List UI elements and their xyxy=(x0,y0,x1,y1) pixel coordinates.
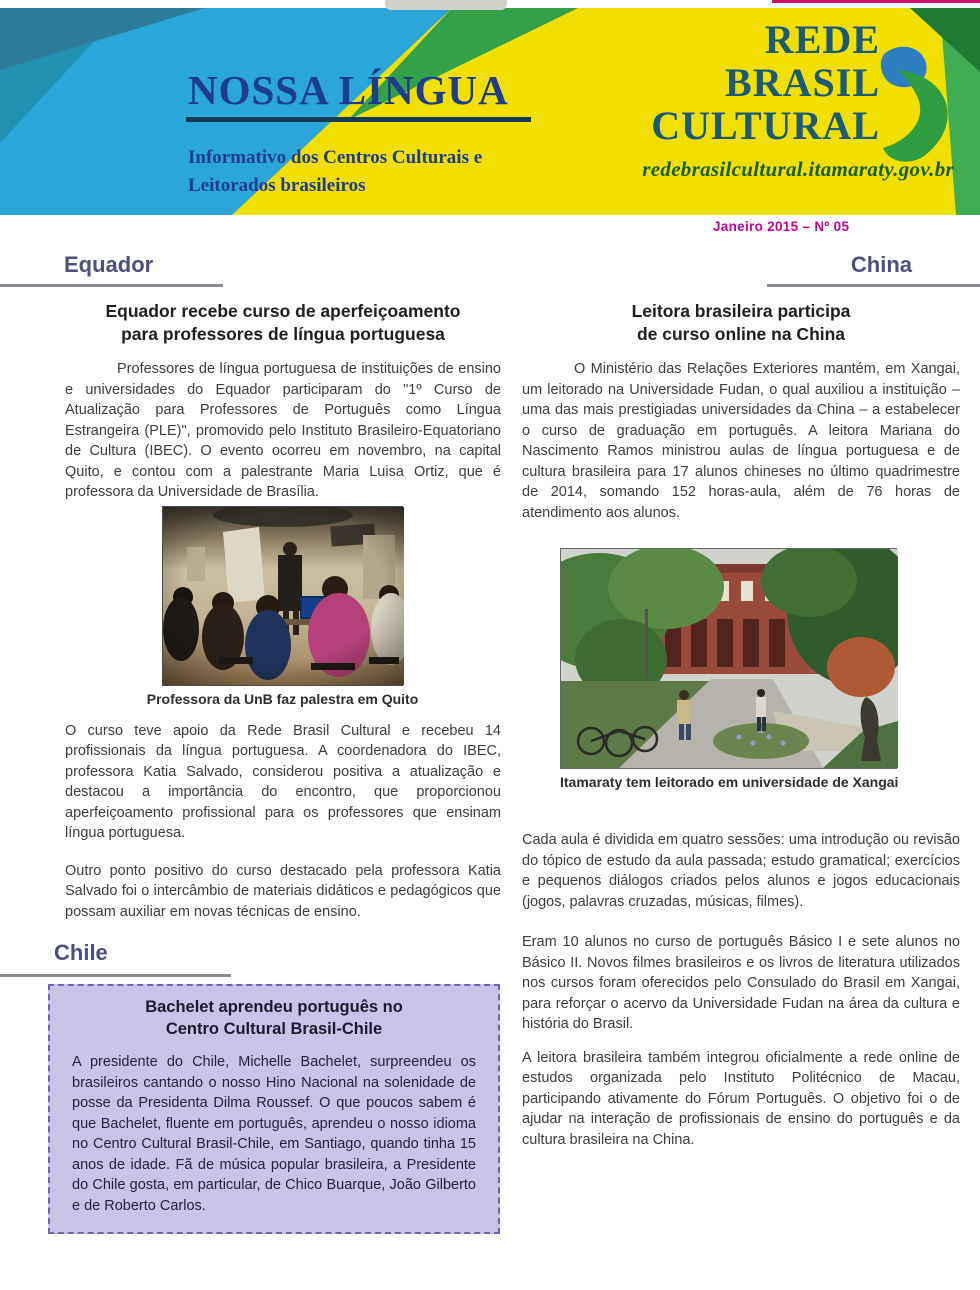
equador-title-line2: para professores de língua portuguesa xyxy=(121,323,445,344)
china-article-title xyxy=(522,300,960,345)
section-heading-equador: Equador xyxy=(64,252,154,277)
china-paragraph-1: O Ministério das Relações Exteriores mantém, em Xangai, um leitorado na Universidade Fudan, o qual auxiliou a instituição – uma das mais prestigiadas universidades da China – a estabelecer o curso de graduação em português. A leitora Mariana do Nascimento Ramos ministrou aulas de língua portuguesa e de cultura brasileira para 17 alunos chineses no último quadrimestre de 2014, somando 152 horas-aula, além de 76 horas de atendimento aos alunos. xyxy=(522,361,960,521)
china-heading-rule xyxy=(767,284,980,287)
subtitle-line-1: Informativo dos Centros Culturais e xyxy=(188,147,483,168)
equador-photo-caption: Professora da UnB faz palestra em Quito xyxy=(146,690,419,707)
equador-article xyxy=(65,300,501,922)
section-heading-china: China xyxy=(850,252,912,277)
chile-box-title xyxy=(72,996,476,1040)
equador-title-line1: Equador recebe curso de aperfeiçoamento xyxy=(105,301,461,321)
china-photo-caption: Itamaraty tem leitorado em universidade de Xangai xyxy=(560,774,899,790)
chile-box-title-line2: Centro Cultural Brasil-Chile xyxy=(165,1020,383,1038)
brand-url: redebrasilcultural.itamaraty.gov.br xyxy=(642,157,954,181)
equador-article-title xyxy=(65,300,501,345)
china-article xyxy=(522,300,960,1150)
issue-date: Janeiro 2015 – Nº 05 xyxy=(713,219,850,234)
top-edge-magenta-line xyxy=(772,0,980,3)
china-paragraph-2: Cada aula é dividida em quatro sessões: uma introdução ou revisão do tópico de estudo da aula passada; estudo gramatical; exercícios e pequenos diálogos criados pelos alunos e jogos educacionais (jogos, palavras cruzadas, músicas, filmes). xyxy=(522,832,960,910)
scan-tab-artifact xyxy=(385,0,507,10)
section-heading-chile: Chile xyxy=(54,940,108,965)
china-title-line2: de curso online na China xyxy=(636,323,846,344)
classroom-photo xyxy=(162,506,403,686)
chile-box-title-line1: Bachelet aprendeu português no xyxy=(145,998,403,1016)
chile-box-text: A presidente do Chile, Michelle Bachelet, surpreendeu os brasileiros cantando o nosso Hino Nacional na solenidade de posse da Presidenta Dilma Roussef. O que poucos sabem é que Bachelet, fluente em português, aprendeu o nosso idioma no Centro Cultural Brasil-Chile, em Santiago, quando tinha 15 anos de idade. Fã de música popular brasileira, a Presidente do Chile gosta, em particular, de Chico Buarque, João Gilberto e de Roberto Carlos. xyxy=(72,1054,476,1214)
masthead-banner xyxy=(0,8,980,215)
china-title-line1: Leitora brasileira participa xyxy=(631,301,851,321)
equador-paragraph-2: O curso teve apoio da Rede Brasil Cultural e recebeu 14 profissionais da língua portuguesa. A coordenadora do IBEC, professora Katia Salvado, considerou positiva a atualização e destacou a importância do encontro, que proporcionou aperfeiçoamento profissional para os professores que ensinam língua portuguesa. xyxy=(65,722,501,841)
china-photo-block xyxy=(560,548,897,790)
brand-wordmark xyxy=(651,18,880,147)
equador-paragraph-1: Professores de língua portuguesa de instituições de ensino e universidades do Equador participaram do "1º Curso de Atualização para Professores de Português como Língua Estrangeira (PLE)", promovido pelo Instituto Brasileiro-Equatoriano de Cultura (IBEC). O evento ocorreu em novembro, na capital Quito, e contou com a palestrante Maria Luisa Ortiz, que é professora da Universidade de Brasília. xyxy=(65,361,501,500)
subtitle-line-2: Leitorados brasileiros xyxy=(188,175,366,196)
brand-line-cultural: CULTURAL xyxy=(651,103,880,148)
chile-heading-rule xyxy=(0,974,231,977)
campus-photo-art xyxy=(561,549,898,768)
classroom-photo-art xyxy=(163,507,404,685)
brand-line-rede: REDE xyxy=(764,17,880,62)
newsletter-subtitle xyxy=(188,144,482,200)
china-paragraph-4: A leitora brasileira também integrou oficialmente a rede online de estudos organizada pelo Instituto Politécnico de Macau, participando ativamente do Fórum Português. O objetivo foi o de ajudar na interação de profissionais de ensino do português e da cultura brasileira na China. xyxy=(522,1049,960,1148)
equador-heading-rule xyxy=(0,284,223,287)
brand-line-brasil: BRASIL xyxy=(725,60,880,105)
equador-paragraph-3: Outro ponto positivo do curso destacado pela professora Katia Salvado foi o intercâmbio de materiais didáticos e pedagógicos que possam auxiliar em novas técnicas de ensino. xyxy=(65,862,501,920)
newsletter-title: NOSSA LÍNGUA xyxy=(186,66,531,122)
campus-photo xyxy=(560,548,897,769)
china-paragraph-3: Eram 10 alunos no curso de português Básico I e sete alunos no Básico II. Novos filmes brasileiros e os livros de literatura utilizados nos cursos foram oferecidos pelo Consulado do Brasil em Xangai, para reforçar o acervo da Universidade Fudan na área da cultura e história do Brasil. xyxy=(522,934,960,1032)
equador-photo-block xyxy=(146,506,419,707)
chile-highlight-box xyxy=(48,984,500,1234)
